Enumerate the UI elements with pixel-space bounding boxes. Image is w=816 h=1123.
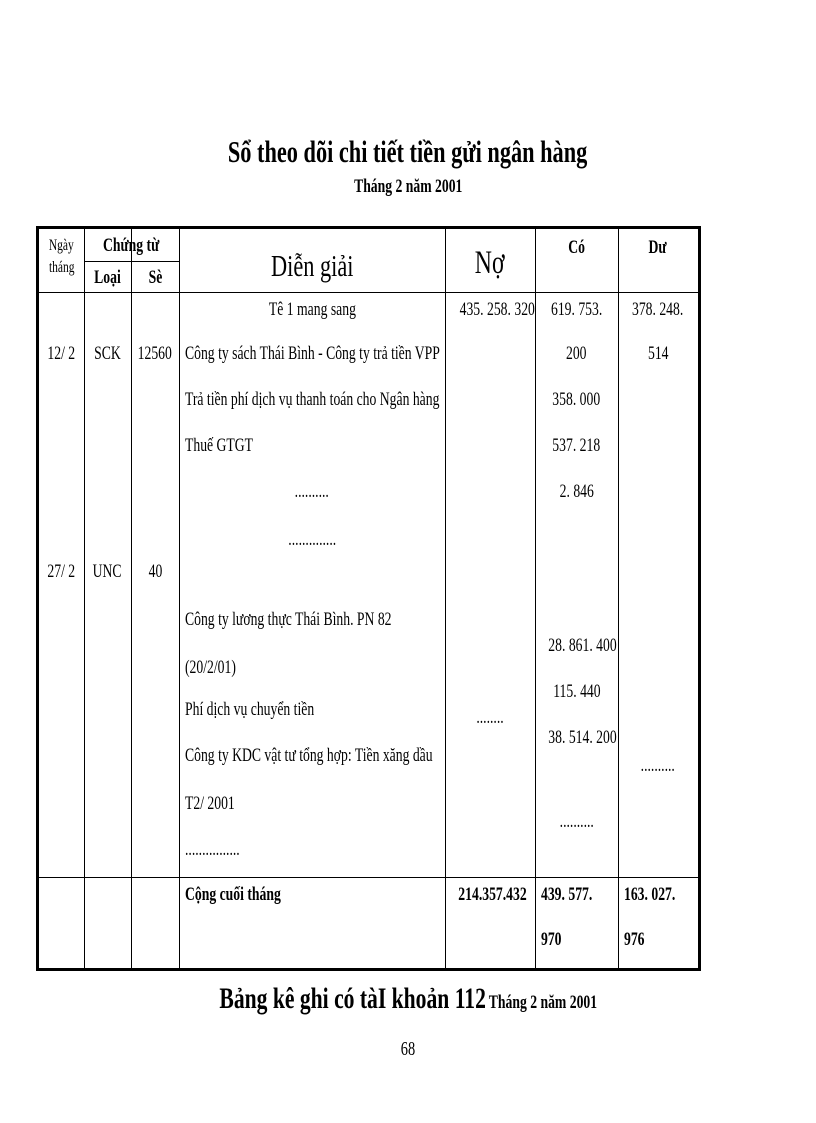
row12-description: T2/ 2001 — [185, 793, 235, 814]
col-divider — [445, 229, 446, 968]
col-divider — [84, 229, 85, 968]
row2-date: 12/ 2 — [47, 343, 76, 364]
row5-description: .......... — [294, 481, 330, 502]
row3-credit: 358. 000 — [552, 389, 601, 410]
col-divider — [131, 229, 132, 968]
footer-caption-month: Tháng 2 năm 2001 — [488, 992, 597, 1013]
header-type: Loại — [94, 267, 121, 288]
col-divider — [618, 229, 619, 968]
header-debit: Nợ — [475, 245, 505, 281]
header-credit: Có — [568, 237, 585, 258]
row4-credit: 537. 218 — [552, 435, 601, 456]
totals-credit-line2: 970 — [541, 929, 562, 950]
footer-caption — [0, 982, 816, 1016]
row2-type: SCK — [94, 343, 121, 364]
header-divider — [39, 292, 698, 293]
row2-credit: 200 — [566, 343, 587, 364]
row8-description: Công ty lương thực Thái Bình. PN 82 — [185, 609, 392, 630]
row4-description: Thuế GTGT — [185, 435, 254, 456]
row10-description: Phí dịch vụ chuyển tiền — [185, 699, 315, 720]
row1-credit: 619. 753. — [550, 299, 603, 320]
totals-balance-line1: 163. 027. — [624, 884, 676, 905]
footer-caption-main: Bảng kê ghi có tàI khoản 112 — [219, 982, 486, 1015]
header-voucher: Chứng từ — [103, 235, 160, 256]
row11-credit: 38. 514. 200 — [548, 727, 617, 748]
row7-number: 40 — [148, 561, 162, 582]
document-title: Sổ theo dõi chi tiết tiền gửi ngân hàng — [228, 134, 588, 169]
row10-debit: ........ — [476, 707, 504, 728]
totals-label: Cộng cuối tháng — [185, 884, 281, 905]
col-divider — [535, 229, 536, 968]
row5-credit: 2. 846 — [559, 481, 594, 502]
row1-debit: 435. 258. 320 — [459, 299, 535, 320]
row7-date: 27/ 2 — [47, 561, 76, 582]
totals-divider — [39, 877, 698, 878]
row6-description: .............. — [288, 529, 336, 550]
row10-credit: 115. 440 — [552, 681, 601, 702]
ledger-table — [36, 226, 701, 971]
row2-balance: 514 — [647, 343, 669, 364]
header-description: Diễn giải — [270, 248, 354, 283]
totals-credit-line1: 439. 577. — [541, 884, 593, 905]
row13-description: ................ — [185, 839, 240, 860]
document-subtitle: Tháng 2 năm 2001 — [353, 176, 463, 197]
row11-balance: .......... — [640, 755, 676, 776]
row1-description: Tê 1 mang sang — [268, 299, 356, 320]
totals-debit: 214.357.432 — [458, 884, 527, 905]
row9-credit: 28. 861. 400 — [548, 635, 617, 656]
row11-description: Công ty KDC vật tư tổng hợp: Tiền xăng dầu — [185, 745, 433, 766]
row1-balance: 378. 248. — [632, 299, 684, 320]
row9-description: (20/2/01) — [185, 657, 236, 678]
header-number: Sè — [148, 267, 162, 288]
col-divider — [179, 229, 180, 968]
row2-number: 12560 — [137, 343, 173, 364]
header-balance: Dư — [648, 237, 668, 258]
row7-type: UNC — [93, 561, 122, 582]
row3-description: Trả tiền phí dịch vụ thanh toán cho Ngân hàng — [185, 389, 440, 410]
subheader-divider — [84, 261, 179, 262]
totals-balance-line2: 976 — [624, 929, 645, 950]
page-number: 68 — [400, 1038, 416, 1060]
header-date: Ngày tháng — [48, 237, 75, 276]
row12-credit: .......... — [559, 811, 594, 832]
row2-description: Công ty sách Thái Bình - Công ty trả tiền VPP — [185, 343, 440, 364]
